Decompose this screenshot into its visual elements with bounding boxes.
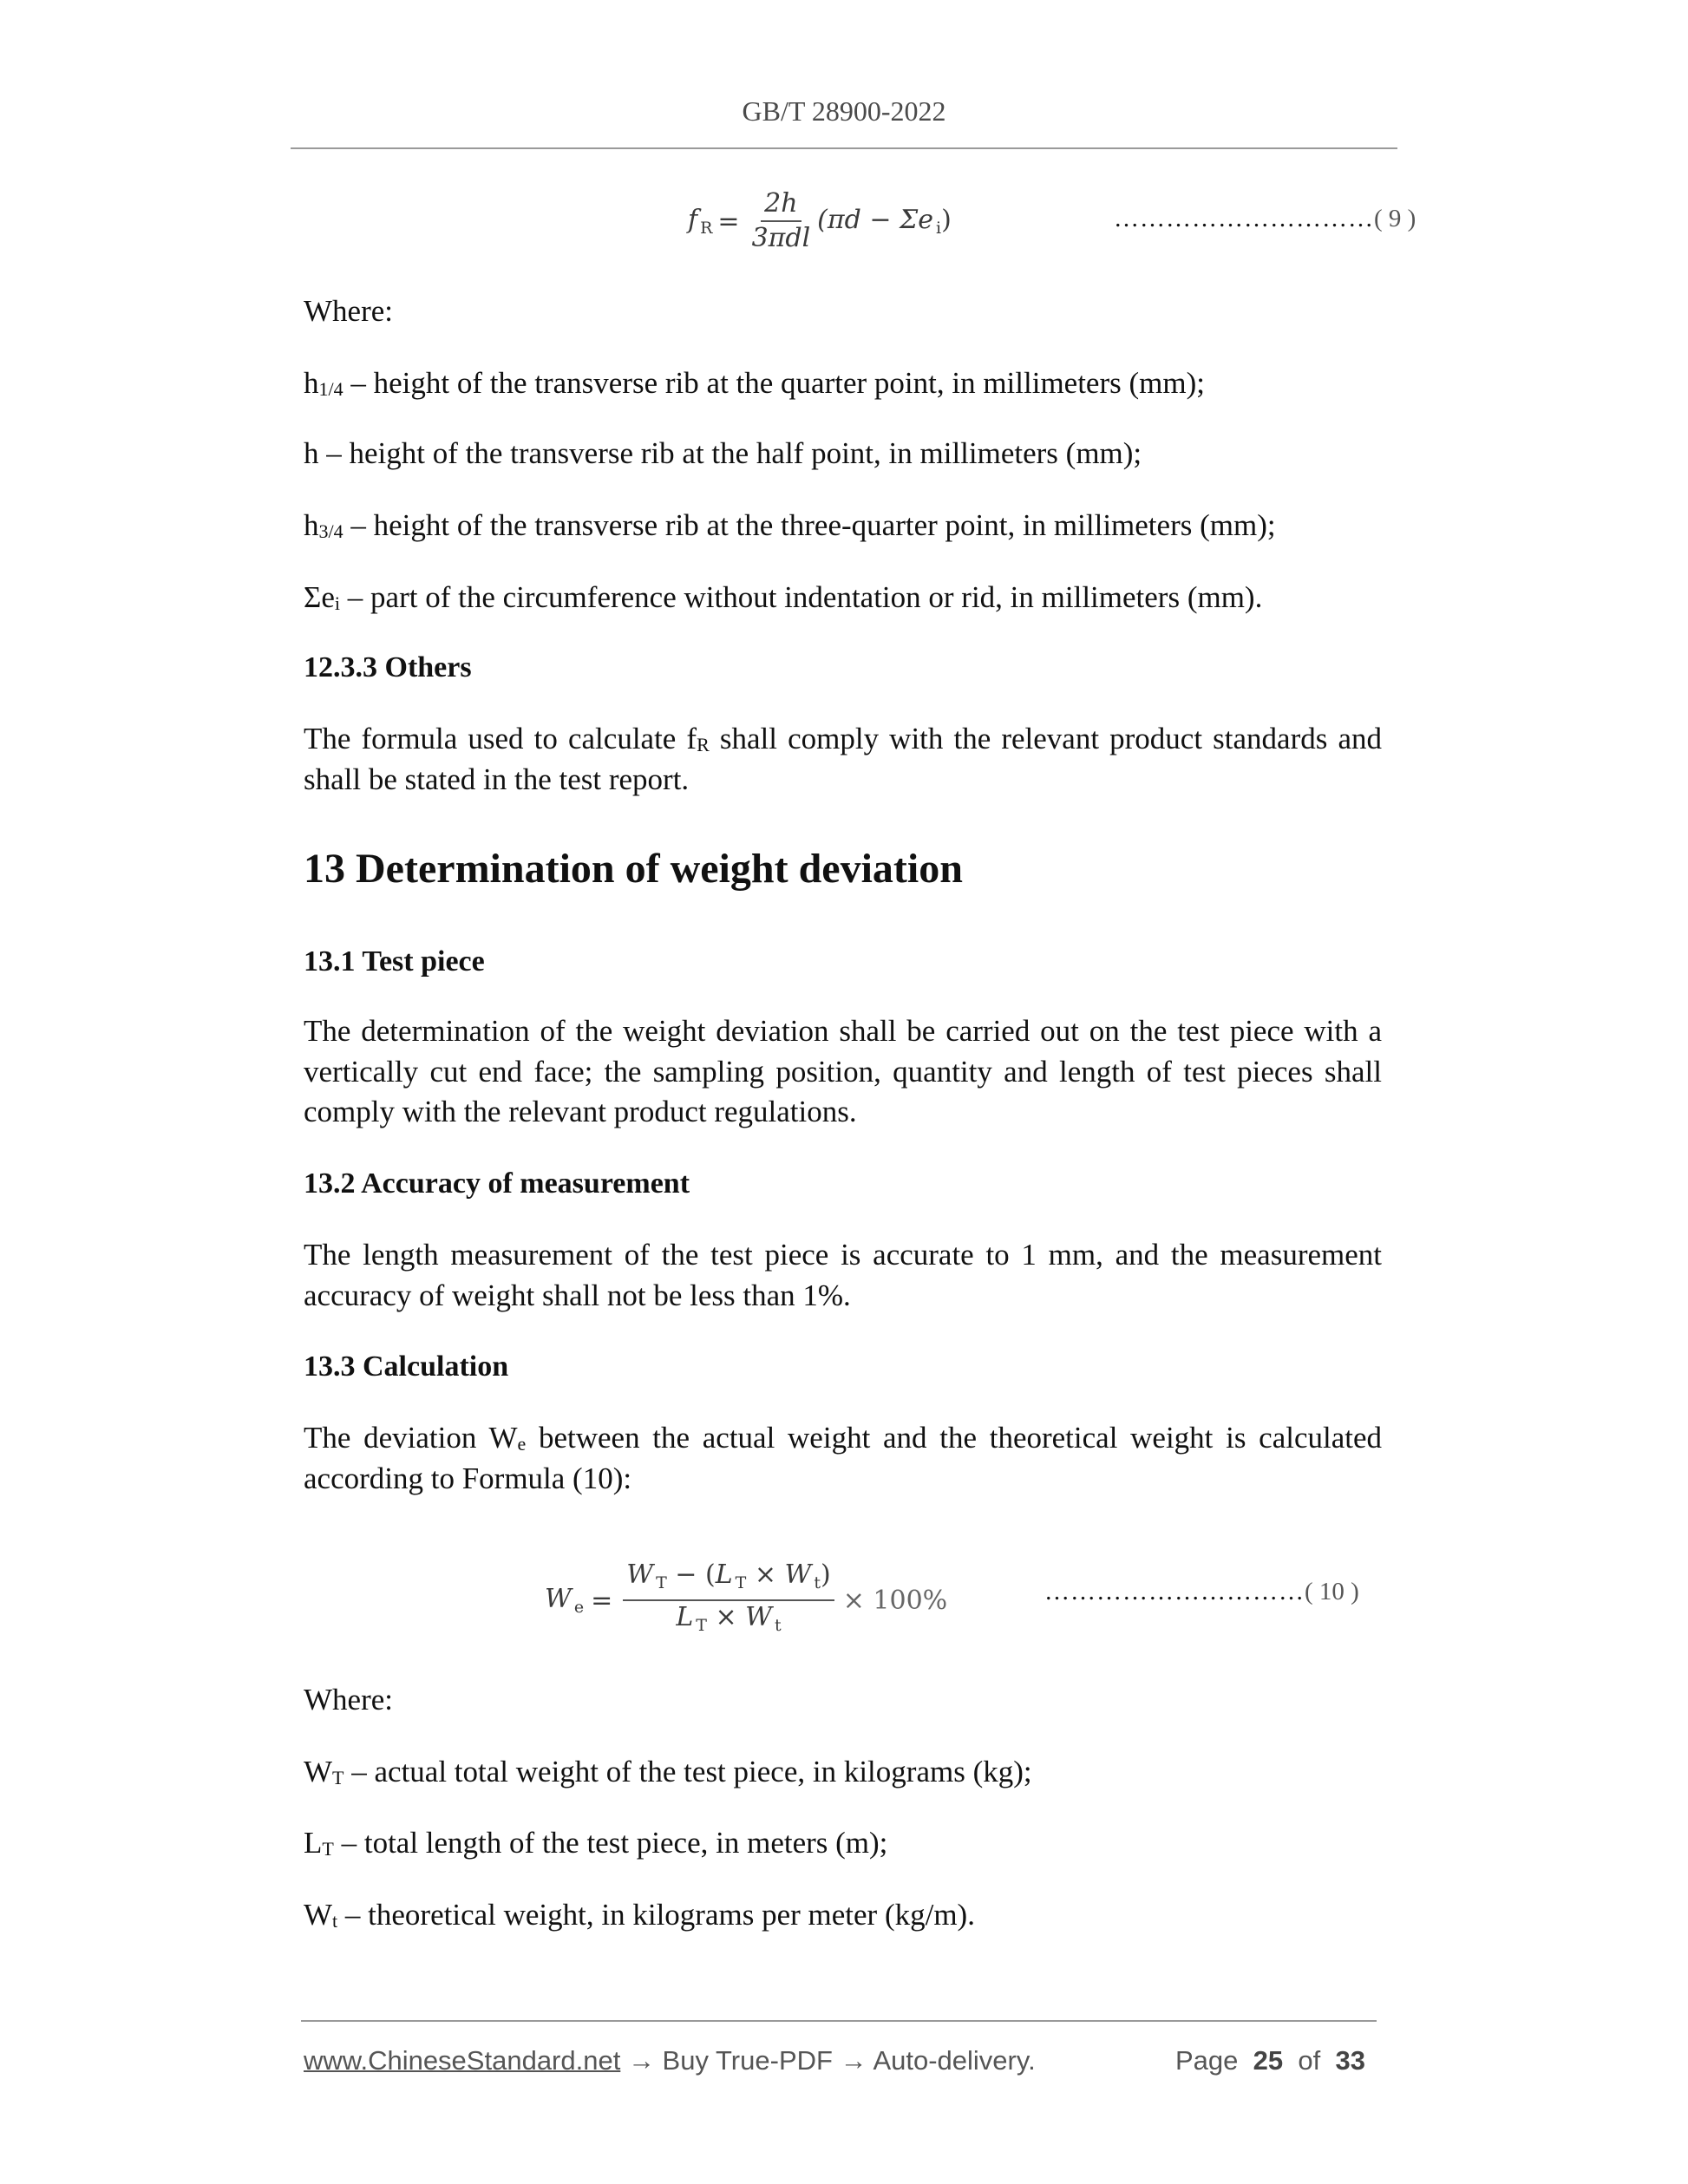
formula-9-lhs: f $_R$ — [688, 205, 713, 238]
formula-9: f $_R$ = $\frac{2h}{\text{3πdl}}$ (πd − Σe $_i$) — [688, 188, 952, 253]
definition-lt: $L_T$ – total length of the test piece, in meters (m); — [304, 1826, 888, 1860]
footer-divider — [301, 2020, 1377, 2022]
formula-10-lhs: W $_e$ — [545, 1584, 585, 1617]
heading-13-1: 13.1 Test piece — [304, 945, 485, 978]
definition-h-half: h – height of the transverse rib at the half point, in millimeters (mm); — [304, 436, 1142, 470]
page-indicator: Page 25 of 33 — [1175, 2045, 1365, 2076]
definition-wt-theoretical: $W_t$ – theoretical weight, in kilograms per meter (kg/m). — [304, 1898, 975, 1932]
paragraph-13-1: The determination of the weight deviation shall be carried out on the test piece with a vertically cut end face; the sampling position, quantity and length of test pieces shall comply with the relevant product regulations. — [304, 1014, 1382, 1128]
formula-9-fraction: $\frac{2h}{\text{3πdl}}$ — [751, 188, 811, 253]
heading-13-3: 13.3 Calculation — [304, 1350, 509, 1383]
definition-wt-total: $W_T$ – actual total weight of the test piece, in kilograms (kg); — [304, 1755, 1032, 1788]
formula-9-number: …………………………( 9 ) — [1114, 205, 1416, 232]
footer-buy-text: → Buy True-PDF → Auto-delivery. — [620, 2045, 1036, 2076]
current-page: 25 — [1253, 2045, 1284, 2076]
heading-13-2: 13.2 Accuracy of measurement — [304, 1167, 690, 1200]
definition-h-quarter: $h_{1/4}$ – height of the transverse rib at the quarter point, in millimeters (mm); — [304, 366, 1205, 400]
definition-sum-ei: $\Sigma e_i$ – part of the circumference without indentation or rid, in millimeters (mm). — [304, 580, 1263, 614]
formula-10-number: …………………………( 10 ) — [1044, 1578, 1359, 1605]
formula-10-factor: × 100% — [842, 1585, 948, 1616]
definition-h-three-quarter: $h_{3/4}$ – height of the transverse rib at the three-quarter point, in millimeters (mm); — [304, 508, 1276, 542]
formula-10: W $_e$ = $\frac{W _T - (L _T \times W _t)}{L _T \times W _t}$ × 100% — [545, 1560, 947, 1640]
total-pages: 33 — [1335, 2045, 1365, 2076]
header-divider — [291, 147, 1397, 149]
where-label-2: Where: — [304, 1683, 393, 1716]
paragraph-13-2: The length measurement of the test piece is accurate to 1 mm, and the measurement accuracy of weight shall not be less than 1%. — [304, 1238, 1382, 1312]
document-header-code: GB/T 28900-2022 — [742, 95, 946, 127]
formula-9-rhs: (πd − Σe $_i$) — [817, 205, 952, 238]
formula-10-fraction: $\frac{W _T - (L _T \times W _t)}{L _T \times W _t}$ — [623, 1560, 834, 1640]
footer-left — [304, 2043, 1036, 2078]
heading-12-3-3: 12.3.3 Others — [304, 651, 472, 683]
where-label-1: Where: — [304, 294, 393, 328]
heading-13: 13 Determination of weight deviation — [304, 846, 963, 892]
chinesestandard-link[interactable]: www.ChineseStandard.net — [304, 2045, 621, 2076]
paragraph-12-3-3: The formula used to calculate $f_R$ shall comply with the relevant product standards and shall be stated in the test report. — [304, 722, 1382, 796]
paragraph-13-3: The deviation $W_e$ between the actual weight and the theoretical weight is calculated according to Formula (10): — [304, 1421, 1383, 1495]
